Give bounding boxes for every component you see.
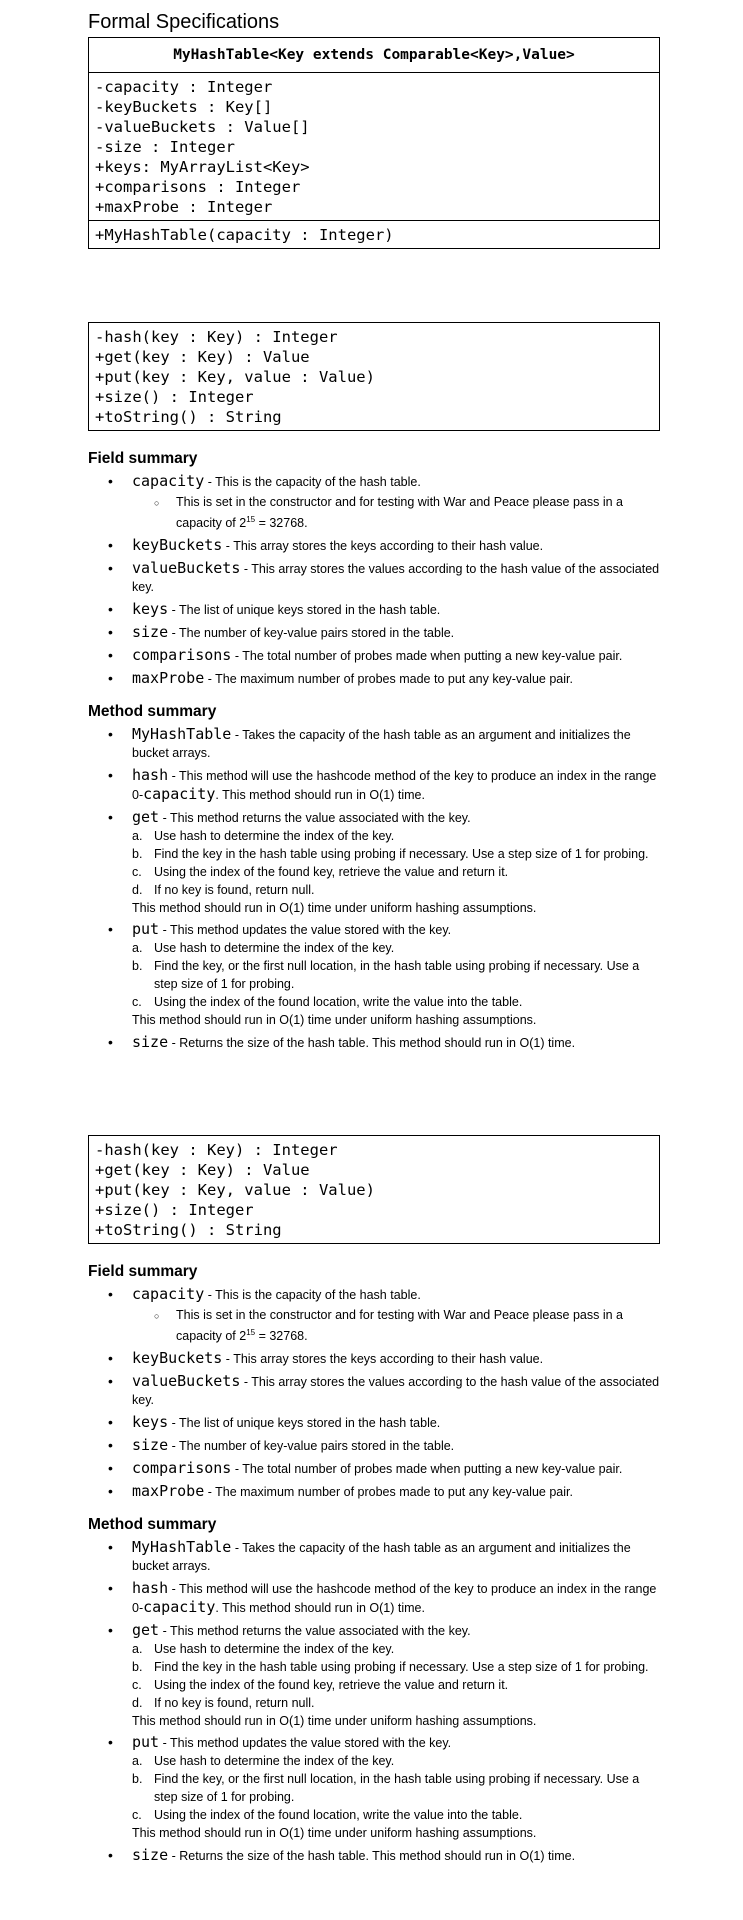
method-summary-section [88, 1515, 660, 1865]
method-item-size [88, 1846, 660, 1865]
method-line: +size() : Integer [95, 1201, 254, 1219]
field-item [88, 536, 660, 555]
field-name: valueBuckets [132, 559, 241, 578]
method-name: put [132, 1733, 160, 1751]
field-desc: - The list of unique keys stored in the hash table. [168, 603, 441, 618]
field-name: maxProbe [132, 669, 205, 688]
step-item [110, 957, 660, 993]
step-item [110, 1770, 660, 1806]
field-desc: - This is the capacity of the hash table. [204, 475, 421, 489]
method-name: MyHashTable [132, 725, 232, 743]
sub-text-a: This is set in the constructor and for testing with War and Peace please pass in a capacity of 2 [176, 1308, 623, 1344]
step-text: Use hash to determine the index of the key. [154, 829, 395, 843]
field-desc: - The list of unique keys stored in the hash table. [168, 1416, 441, 1431]
step-item [110, 827, 660, 845]
field-desc: - The total number of probes made when putting a new key-value pair. [231, 1462, 623, 1477]
method-summary-heading: Method summary [88, 703, 217, 720]
method-line: +toString() : String [95, 1221, 282, 1239]
method-summary-heading: Method summary [88, 1516, 217, 1533]
field-summary-heading: Field summary [88, 1263, 198, 1280]
method-line: +put(key : Key, value : Value) [95, 368, 375, 386]
method-item-size [88, 1033, 660, 1052]
step-text: Using the index of the found location, write the value into the table. [154, 1808, 523, 1822]
step-item [110, 1640, 660, 1658]
step-text: Use hash to determine the index of the key. [154, 941, 395, 955]
method-line: +put(key : Key, value : Value) [95, 1181, 375, 1199]
method-name: hash [132, 1579, 169, 1597]
step-item [110, 1694, 660, 1712]
method-name: get [132, 808, 160, 826]
step-text: Find the key, or the first null location, in the hash table using probing if necessary. Use a step size of 1 for probing. [154, 959, 640, 991]
step-text: Use hash to determine the index of the key. [154, 1642, 395, 1656]
field-line: -size : Integer [95, 138, 235, 156]
method-item-get [88, 1621, 660, 1640]
field-subitem [132, 493, 660, 532]
step-text: Use hash to determine the index of the key. [154, 1754, 395, 1768]
step-label: a. [132, 1754, 143, 1768]
field-item [88, 1482, 660, 1501]
step-item [110, 1752, 660, 1770]
constructor-line: +MyHashTable(capacity : Integer) [95, 226, 394, 244]
field-name: keys [132, 600, 169, 619]
step-label: b. [132, 1660, 143, 1674]
field-line: +comparisons : Integer [95, 178, 301, 196]
step-item [110, 863, 660, 881]
method-desc: - This method updates the value stored with the key. [159, 923, 452, 937]
field-item [88, 559, 660, 596]
step-label: b. [132, 1772, 143, 1786]
method-desc: - This method will use the hashcode method of the key to produce an index in the range 0- [132, 769, 657, 802]
field-line: +keys: MyArrayList<Key> [95, 158, 310, 176]
step-label: c. [132, 1678, 142, 1692]
field-name: valueBuckets [132, 1372, 241, 1391]
field-line: +maxProbe : Integer [95, 198, 273, 216]
methods-section [89, 323, 659, 430]
field-desc: - The maximum number of probes made to put any key-value pair. [204, 1485, 573, 1500]
step-item [110, 939, 660, 957]
step-text: Find the key, or the first null location, in the hash table using probing if necessary. Use a step size of 1 for probing. [154, 1772, 640, 1804]
field-desc: - This array stores the values according to the hash value of the associated key. [132, 1375, 660, 1408]
method-item-ctor [88, 725, 660, 762]
field-desc: - The maximum number of probes made to put any key-value pair. [204, 672, 573, 687]
field-name: keyBuckets [132, 1349, 223, 1368]
step-item [110, 881, 660, 899]
field-name: size [132, 1436, 169, 1455]
field-item [88, 1349, 660, 1368]
field-line: -keyBuckets : Key[] [95, 98, 273, 116]
inline-code: capacity [143, 1598, 216, 1616]
method-item-hash [88, 766, 660, 804]
method-desc: - This method returns the value associated with the key. [159, 1624, 471, 1638]
exponent: 15 [246, 1328, 256, 1337]
step-item [110, 1806, 660, 1824]
method-name: size [132, 1846, 169, 1864]
sub-text-b: = 32768. [255, 1329, 308, 1344]
field-summary-section [88, 449, 660, 688]
method-summary-section [88, 702, 660, 1052]
class-fields-section [89, 73, 659, 221]
method-line: +size() : Integer [95, 388, 254, 406]
field-line: -capacity : Integer [95, 78, 273, 96]
method-item-ctor [88, 1538, 660, 1575]
step-item [110, 993, 660, 1011]
class-uml-box [88, 37, 660, 249]
method-desc: . This method should run in O(1) time. [215, 1601, 425, 1615]
field-item-capacity [88, 472, 660, 532]
method-desc: - This method updates the value stored with the key. [159, 1736, 452, 1750]
step-item [110, 1658, 660, 1676]
field-name: comparisons [132, 646, 232, 665]
field-item [88, 646, 660, 665]
method-item-get [88, 808, 660, 827]
field-name: size [132, 623, 169, 642]
field-name: comparisons [132, 1459, 232, 1478]
field-name: maxProbe [132, 1482, 205, 1501]
step-text: Using the index of the found location, write the value into the table. [154, 995, 523, 1009]
page-title: Formal Specifications [88, 11, 280, 33]
complexity-note: This method should run in O(1) time under uniform hashing assumptions. [132, 1714, 537, 1728]
field-item-capacity [88, 1285, 660, 1345]
method-item-hash [88, 1579, 660, 1617]
method-desc: - Takes the capacity of the hash table as an argument and initializes the bucket arrays. [132, 1541, 631, 1573]
field-name: capacity [132, 1285, 205, 1303]
method-name: hash [132, 766, 169, 784]
step-item [110, 1676, 660, 1694]
method-line: +toString() : String [95, 408, 282, 426]
field-item [88, 1372, 660, 1409]
method-name: size [132, 1033, 169, 1051]
field-desc: - The number of key-value pairs stored in the table. [168, 626, 455, 641]
complexity-note: This method should run in O(1) time under uniform hashing assumptions. [132, 901, 537, 915]
step-label: a. [132, 829, 143, 843]
method-desc: . This method should run in O(1) time. [215, 788, 425, 802]
step-label: d. [132, 1696, 143, 1710]
field-summary-heading: Field summary [88, 450, 198, 467]
methods-uml-box [88, 1135, 660, 1244]
step-text: Using the index of the found key, retrieve the value and return it. [154, 865, 509, 879]
step-text: Find the key in the hash table using probing if necessary. Use a step size of 1 for probing. [154, 1660, 649, 1674]
method-desc: - Returns the size of the hash table. This method should run in O(1) time. [168, 1036, 576, 1050]
method-line: -hash(key : Key) : Integer [95, 1141, 338, 1159]
sub-text-a: This is set in the constructor and for testing with War and Peace please pass in a capacity of 2 [176, 495, 623, 531]
field-name: keyBuckets [132, 536, 223, 555]
inline-code: capacity [143, 785, 216, 803]
field-name: capacity [132, 472, 205, 490]
field-desc: - This array stores the keys according to their hash value. [222, 539, 544, 554]
method-item-put [88, 1733, 660, 1752]
complexity-note: This method should run in O(1) time under uniform hashing assumptions. [132, 1826, 537, 1840]
step-label: d. [132, 883, 143, 897]
field-item [88, 1436, 660, 1455]
class-constructor-section [89, 221, 659, 248]
method-name: MyHashTable [132, 1538, 232, 1556]
step-label: a. [132, 941, 143, 955]
field-desc: - This array stores the keys according to their hash value. [222, 1352, 544, 1367]
step-label: c. [132, 865, 142, 879]
step-item [110, 845, 660, 863]
field-desc: - This array stores the values according to the hash value of the associated key. [132, 562, 660, 595]
method-line: +get(key : Key) : Value [95, 348, 310, 366]
methods-section [89, 1136, 659, 1243]
field-item [88, 1459, 660, 1478]
methods-uml-box [88, 322, 660, 431]
field-subitem [132, 1306, 660, 1345]
field-desc: - The total number of probes made when putting a new key-value pair. [231, 649, 623, 664]
field-item [88, 1413, 660, 1432]
method-desc: - Returns the size of the hash table. This method should run in O(1) time. [168, 1849, 576, 1863]
step-label: b. [132, 847, 143, 861]
field-item [88, 600, 660, 619]
step-text: Find the key in the hash table using probing if necessary. Use a step size of 1 for probing. [154, 847, 649, 861]
method-item-put [88, 920, 660, 939]
step-text: If no key is found, return null. [154, 883, 315, 897]
step-label: a. [132, 1642, 143, 1656]
step-label: c. [132, 995, 142, 1009]
method-name: get [132, 1621, 160, 1639]
complexity-note: This method should run in O(1) time under uniform hashing assumptions. [132, 1013, 537, 1027]
method-line: -hash(key : Key) : Integer [95, 328, 338, 346]
sub-text-b: = 32768. [255, 516, 308, 531]
step-label: b. [132, 959, 143, 973]
step-label: c. [132, 1808, 142, 1822]
field-line: -valueBuckets : Value[] [95, 118, 310, 136]
field-desc: - The number of key-value pairs stored in the table. [168, 1439, 455, 1454]
method-desc: - This method returns the value associated with the key. [159, 811, 471, 825]
field-summary-section [88, 1262, 660, 1501]
exponent: 15 [246, 515, 256, 524]
method-desc: - This method will use the hashcode method of the key to produce an index in the range 0- [132, 1582, 657, 1615]
field-desc: - This is the capacity of the hash table. [204, 1288, 421, 1302]
field-name: keys [132, 1413, 169, 1432]
method-desc: - Takes the capacity of the hash table as an argument and initializes the bucket arrays. [132, 728, 631, 760]
field-item [88, 669, 660, 688]
field-item [88, 623, 660, 642]
step-text: If no key is found, return null. [154, 1696, 315, 1710]
step-text: Using the index of the found key, retrieve the value and return it. [154, 1678, 509, 1692]
method-name: put [132, 920, 160, 938]
method-line: +get(key : Key) : Value [95, 1161, 310, 1179]
class-name: MyHashTable<Key extends Comparable<Key>,Value> [89, 38, 659, 73]
